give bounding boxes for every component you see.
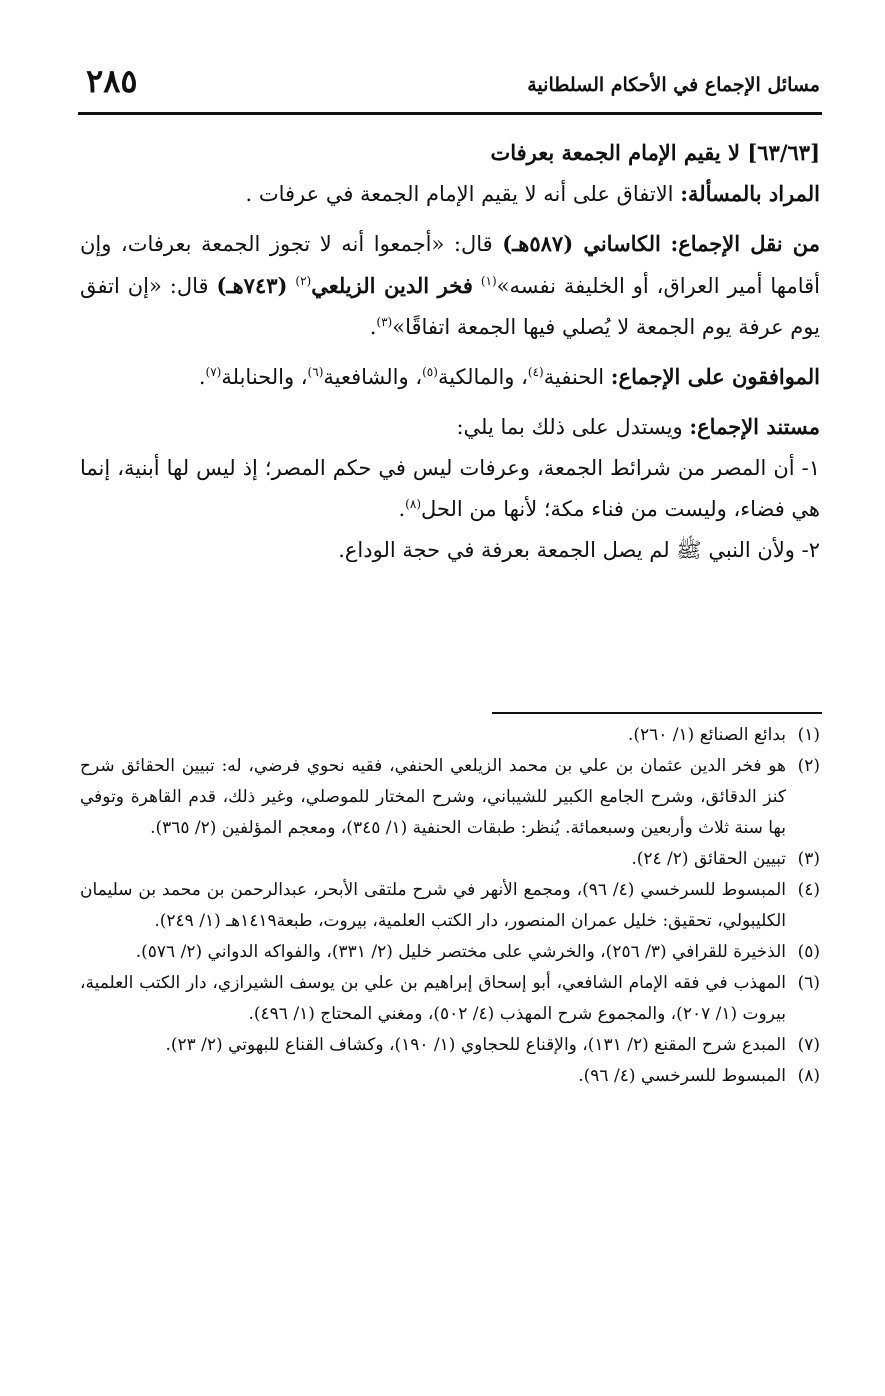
meaning-text: الاتفاق على أنه لا يقيم الإمام الجمعة في عرفات .: [245, 182, 674, 206]
transmitter-kasani: الكاساني (٥٨٧هـ): [502, 231, 661, 256]
header-rule: [78, 112, 822, 115]
footnote-number: (١): [797, 725, 820, 745]
footnote-ref: (٧): [205, 365, 222, 379]
school-hanbali: ، والحنابلة: [221, 365, 308, 389]
page-number: ٢٨٥: [86, 62, 138, 100]
footnote-number: (٢): [797, 756, 820, 776]
footnote-number: (٨): [797, 1066, 820, 1086]
section-number: [٦٣/٦٣]: [747, 140, 820, 165]
school-shafii: ، والشافعية: [323, 365, 423, 389]
evidence-point-1-text: ١- أن المصر من شرائط الجمعة، وعرفات ليس في حكم المصر؛ إذ ليس لها أبنية، إنما هي فضاء، وليست من فناء مكة؛ لأنها من الحل: [80, 456, 820, 521]
footnote-text: المهذب في فقه الإمام الشافعي، أبو إسحاق إبراهيم بن علي بن يوسف الشيرازي، دار الكتب العلمية، بيروت (١/ ٢٠٧)، والمجموع شرح المهذب (٤/ ٥٠٢)، ومغني المحتاج (١/ ٤٩٦).: [80, 973, 786, 1024]
footnote-ref: (٥): [422, 365, 438, 379]
transmitters-paragraph: [80, 223, 820, 348]
footnote-4: [80, 875, 820, 937]
footnote-3: [80, 844, 820, 875]
evidence-point-1: [80, 448, 820, 530]
meaning-paragraph: [80, 173, 820, 215]
footnote-ref: (٤): [527, 365, 544, 379]
agreeing-label: الموافقون على الإجماع:: [610, 364, 820, 389]
footnote-separator: [492, 712, 822, 714]
running-title: مسائل الإجماع في الأحكام السلطانية: [527, 74, 820, 96]
footnote-text: المبسوط للسرخسي (٤/ ٩٦)، ومجمع الأنهر في شرح ملتقى الأبحر، عبدالرحمن بن محمد بن سليمان الكليبولي، تحقيق: خليل عمران المنصور، دار الكتب العلمية، بيروت، طبعة١٤١٩هـ (١/ ٢٤٩).: [80, 880, 786, 931]
footnote-ref: (١): [480, 274, 497, 288]
footnote-number: (٧): [797, 1035, 820, 1055]
footnote-ref: (٣): [376, 315, 393, 329]
school-maliki: ، والمالكية: [437, 365, 528, 389]
footnote-number: (٤): [797, 880, 820, 900]
agreeing-paragraph: [80, 356, 820, 398]
footnote-number: (٦): [797, 973, 820, 993]
punctuation: .: [398, 497, 406, 521]
transmitters-label: من نقل الإجماع:: [670, 231, 820, 256]
footnote-text: المبسوط للسرخسي (٤/ ٩٦).: [578, 1066, 786, 1086]
meaning-label: المراد بالمسألة:: [680, 181, 820, 206]
footnote-text: تبيين الحقائق (٢/ ٢٤).: [631, 849, 786, 869]
footnote-8: [80, 1061, 820, 1092]
footnote-text: الذخيرة للقرافي (٣/ ٢٥٦)، والخرشي على مختصر خليل (٢/ ٣٣١)، والفواكه الدواني (٢/ ٥٧٦).: [135, 942, 786, 962]
transmitter-zailai: فخر الدين الزيلعي: [311, 273, 473, 298]
transmitter-zailai-date: (٧٤٣هـ): [216, 273, 288, 298]
evidence-intro: ويستدل على ذلك بما يلي:: [456, 415, 683, 439]
footnote-7: [80, 1030, 820, 1061]
footnote-number: (٣): [797, 849, 820, 869]
footnote-2: [80, 751, 820, 844]
section-title: لا يقيم الإمام الجمعة بعرفات: [490, 140, 741, 165]
quote-zailai: قال: «إن اتفق يوم عرفة يوم الجمعة لا يُصلي فيها الجمعة اتفاقًا»: [80, 274, 820, 339]
evidence-paragraph: [80, 406, 820, 448]
quote-kasani: قال: «أجمعوا أنه لا تجوز الجمعة بعرفات، وإن أقامها أمير العراق، أو الخليفة نفسه»: [80, 232, 820, 298]
footnote-1: [80, 720, 820, 751]
footnote-ref: (٨): [405, 497, 421, 511]
punctuation: .: [369, 315, 377, 339]
footnote-text: بدائع الصنائع (١/ ٢٦٠).: [627, 725, 786, 745]
footnote-number: (٥): [797, 942, 820, 962]
footnotes: [80, 720, 820, 1092]
footnote-ref: (٦): [307, 365, 324, 379]
footnote-text: هو فخر الدين عثمان بن علي بن محمد الزيلعي الحنفي، فقيه نحوي فرضي، له: تبيين الحقائق شرح كنز الدقائق، وشرح الجامع الكبير للشيباني، وشرح المختار للموصلي، وغير ذلك، قدم القاهرة وتوفي بها سنة ثلاث وأربعين وسبعمائة. يُنظر: طبقات الحنفية (١/ ٣٤٥)، ومعجم المؤلفين (٢/ ٣٦٥).: [80, 756, 786, 838]
school-hanafi: الحنفية: [543, 365, 605, 389]
page-header: [78, 60, 820, 108]
evidence-point-2: ٢- ولأن النبي ﷺ لم يصل الجمعة بعرفة في حجة الوداع.: [338, 538, 820, 562]
footnote-5: [80, 937, 820, 968]
main-text: [80, 132, 820, 571]
footnote-6: [80, 968, 820, 1030]
footnote-text: المبدع شرح المقنع (٢/ ١٣١)، والإقناع للحجاوي (١/ ١٩٠)، وكشاف القناع للبهوتي (٢/ ٢٣).: [165, 1035, 786, 1055]
footnote-ref: (٢): [295, 274, 312, 288]
evidence-label: مستند الإجماع:: [689, 414, 820, 439]
punctuation: .: [198, 365, 206, 389]
section-heading: [80, 132, 820, 173]
